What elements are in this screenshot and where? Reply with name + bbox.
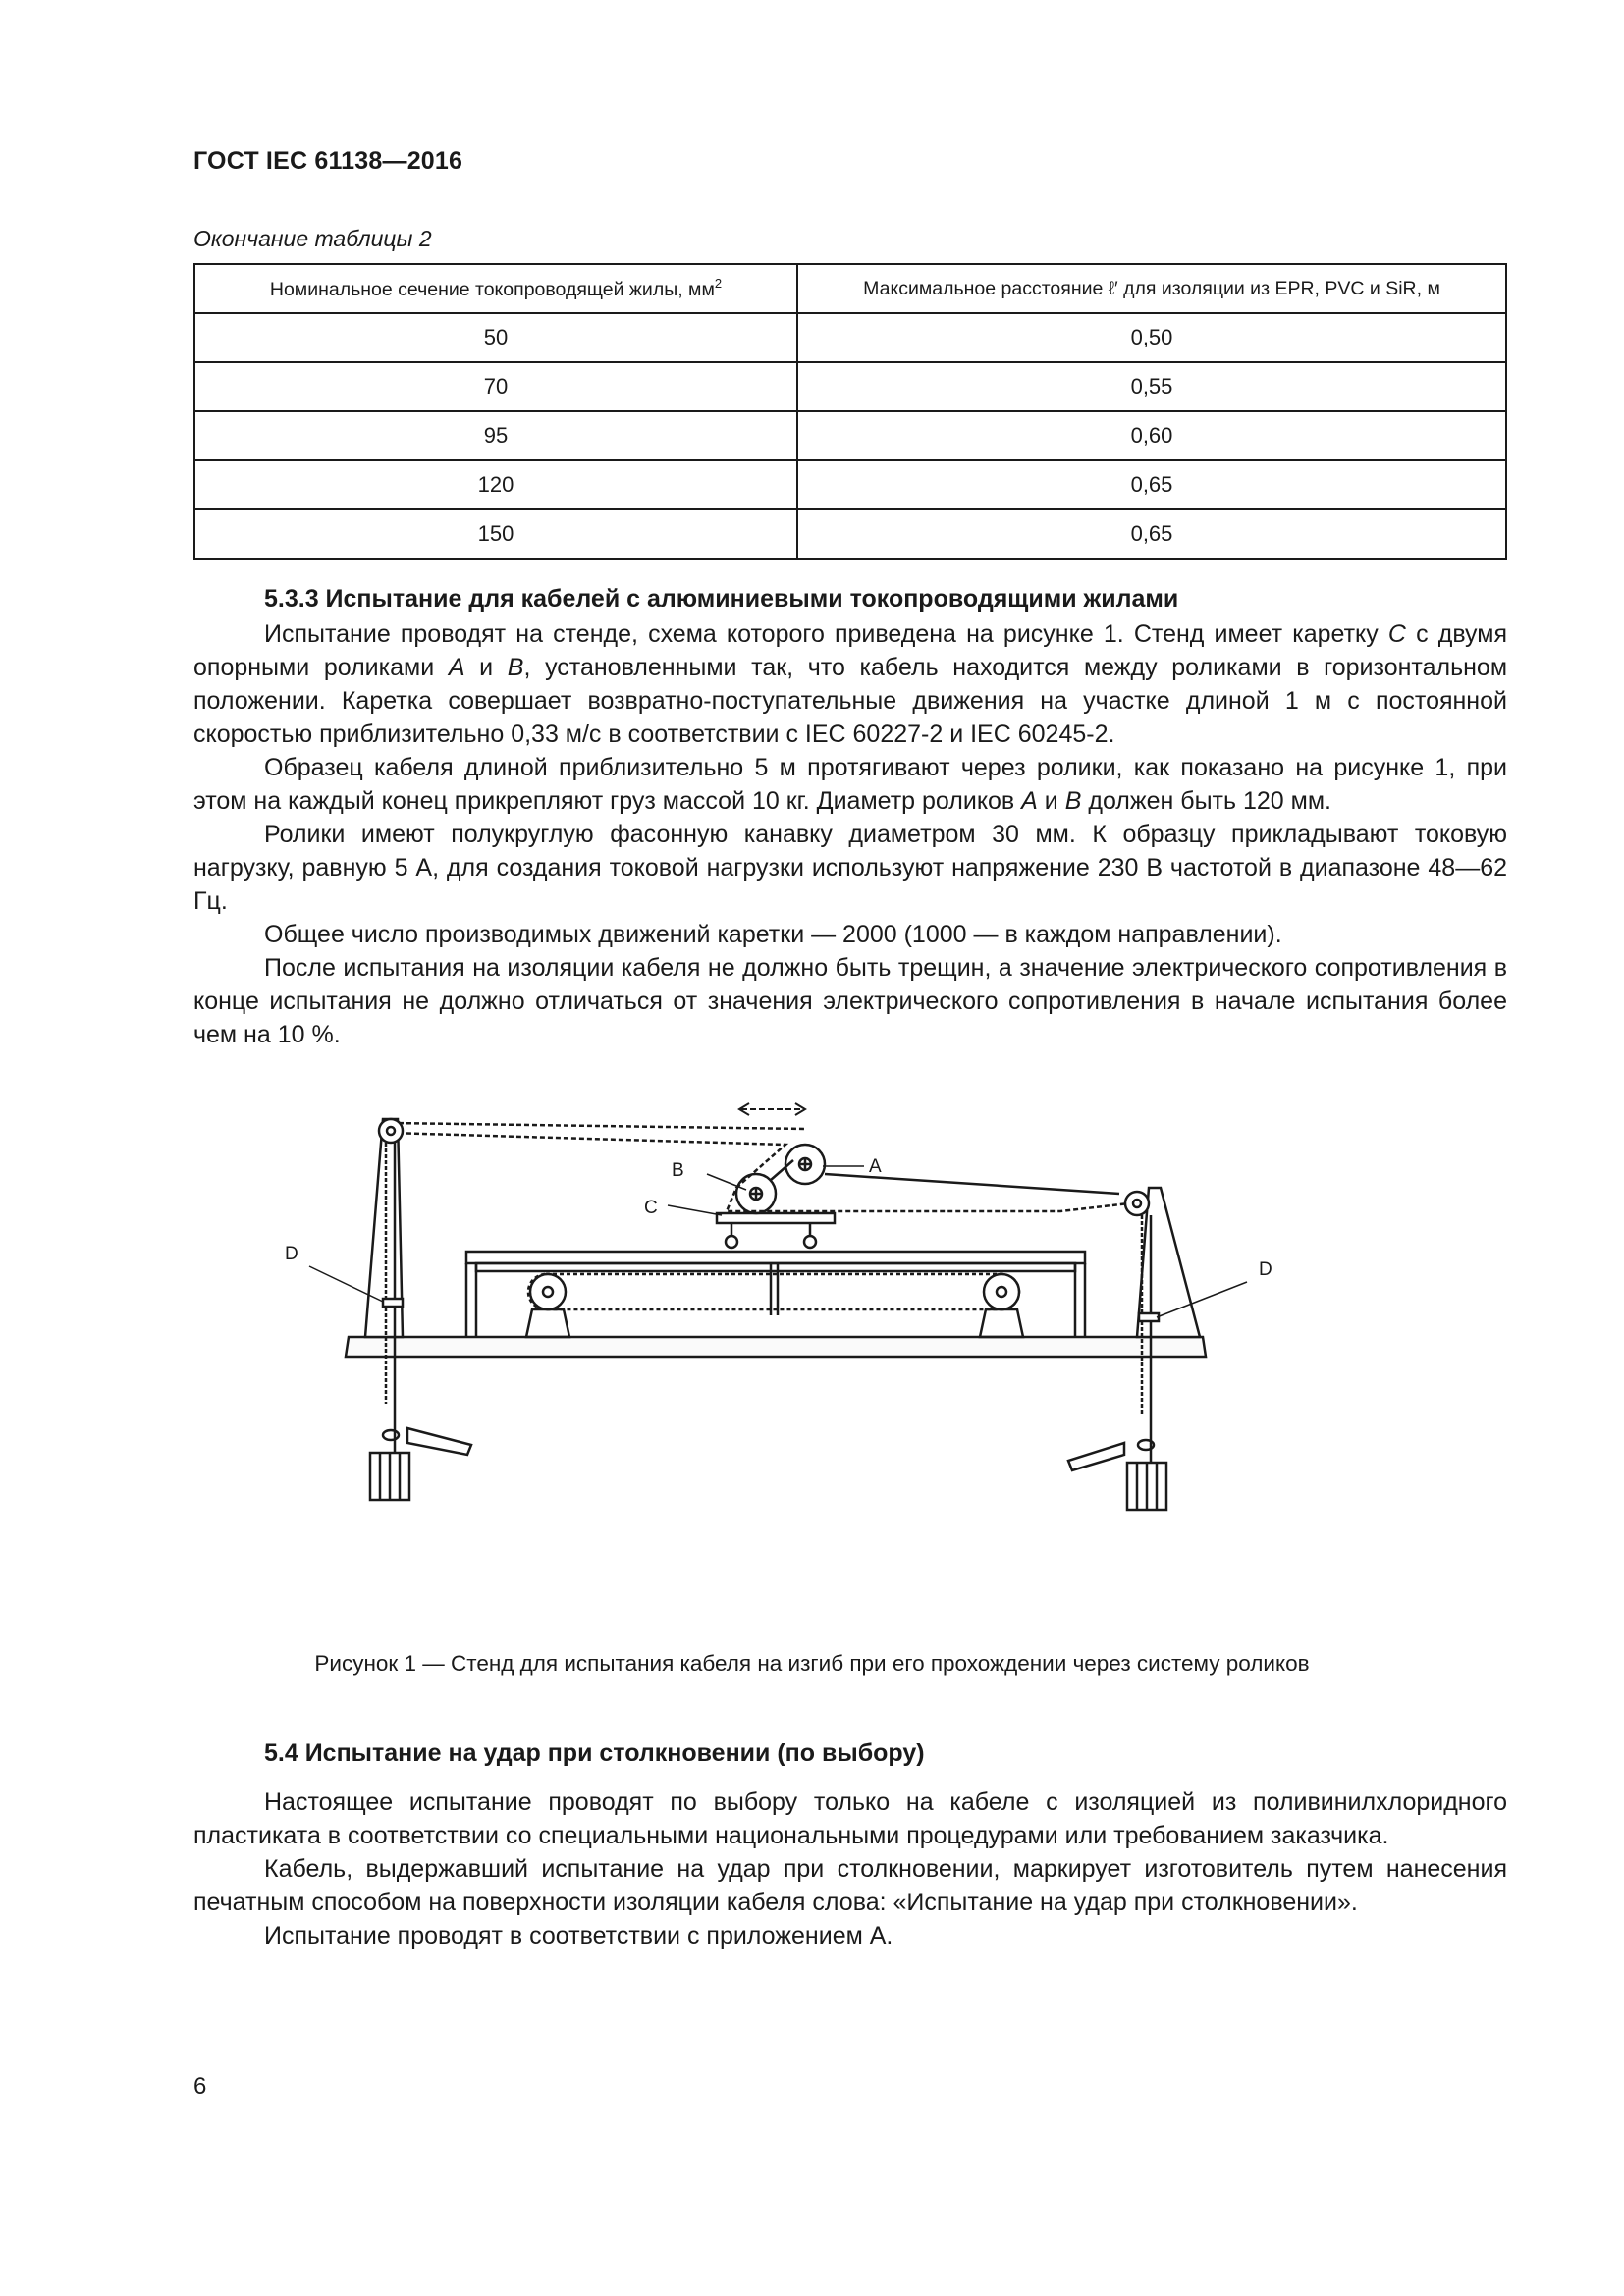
cell-distance: 0,55	[797, 362, 1506, 411]
label-a: A	[869, 1156, 882, 1177]
paragraph: Испытание проводят на стенде, схема которого приведена на рисунке 1. Стенд имеет каретку C с двумя опорными роликами A и B, установленными так, что кабель находится между роликами в горизонтальном положении. Каретка совершает возвратно-поступательные движения на участке длиной 1 м с постоянной скоростью приблизительно 0,33 м/с в соответствии с IEC 60227-2 и IEC 60245-2.	[193, 620, 1508, 748]
section-5-3-3-body	[193, 617, 1507, 1051]
paragraph: Общее число производимых движений каретки — 2000 (1000 — в каждом направлении).	[264, 921, 1282, 948]
label-b: B	[672, 1160, 684, 1181]
table-row	[194, 460, 1506, 509]
cell-distance: 0,50	[797, 313, 1506, 362]
cell-section: 50	[194, 313, 797, 362]
cell-section: 70	[194, 362, 797, 411]
paragraph: Ролики имеют полукруглую фасонную канавку диаметром 30 мм. К образцу прикладывают токовую нагрузку, равную 5 А, для создания токовой нагрузки используют напряжение 230 В частотой в диапазоне 48—62 Гц.	[193, 821, 1507, 915]
section-heading-5-4: 5.4 Испытание на удар при столкновении (по выбору)	[264, 1739, 925, 1767]
paragraph: Настоящее испытание проводят по выбору только на кабеле с изоляцией из поливинилхлоридного пластиката в соответствии со специальными национальными процедурами или требованием заказчика.	[193, 1789, 1507, 1849]
table-row	[194, 411, 1506, 460]
paragraph: Испытание проводят в соответствии с приложением А.	[264, 1922, 893, 1949]
paragraph: Кабель, выдержавший испытание на удар при столкновении, маркирует изготовитель путем нанесения печатным способом на поверхности изоляции кабеля слова: «Испытание на удар при столкновении».	[193, 1855, 1507, 1916]
paragraph: После испытания на изоляции кабеля не должно быть трещин, а значение электрического сопротивления в конце испытания не должно отличаться от значения электрического сопротивления в начале испытания более чем на 10 %.	[193, 954, 1507, 1048]
cell-distance: 0,65	[797, 460, 1506, 509]
cell-distance: 0,65	[797, 509, 1506, 559]
label-d-left: D	[285, 1244, 298, 1264]
table-caption: Окончание таблицы 2	[193, 226, 432, 251]
cell-distance: 0,60	[797, 411, 1506, 460]
section-5-4-body	[193, 1786, 1507, 1952]
cell-section: 95	[194, 411, 797, 460]
table-header-row	[194, 264, 1506, 313]
label-c: C	[644, 1198, 658, 1218]
figure-caption: Рисунок 1 — Стенд для испытания кабеля на изгиб при его прохождении через систему роликов	[314, 1651, 1310, 1676]
test-stand-figure	[275, 1090, 1276, 1551]
standard-header: ГОСТ IEC 61138—2016	[193, 147, 463, 175]
superscript: 2	[714, 276, 723, 291]
section-heading-5-3-3: 5.3.3 Испытание для кабелей с алюминиевыми токопроводящими жилами	[264, 585, 1179, 613]
table-row	[194, 362, 1506, 411]
column-header-section: Номинальное сечение токопроводящей жилы, $мм^2$	[194, 264, 797, 313]
column-header-distance: Максимальное расстояние ℓ′ для изоляции из EPR, PVC и SiR, м	[797, 264, 1506, 313]
data-table	[193, 263, 1507, 560]
table-row	[194, 313, 1506, 362]
cell-section: 150	[194, 509, 797, 559]
label-d-right: D	[1259, 1259, 1272, 1280]
page-number: 6	[193, 2073, 207, 2100]
cell-section: 120	[194, 460, 797, 509]
table-row	[194, 509, 1506, 559]
paragraph: Образец кабеля длиной приблизительно 5 м протягивают через ролики, как показано на рисунке 1, при этом на каждый конец прикрепляют груз массой 10 кг. Диаметр роликов A и B должен быть 120 мм.	[193, 754, 1507, 815]
